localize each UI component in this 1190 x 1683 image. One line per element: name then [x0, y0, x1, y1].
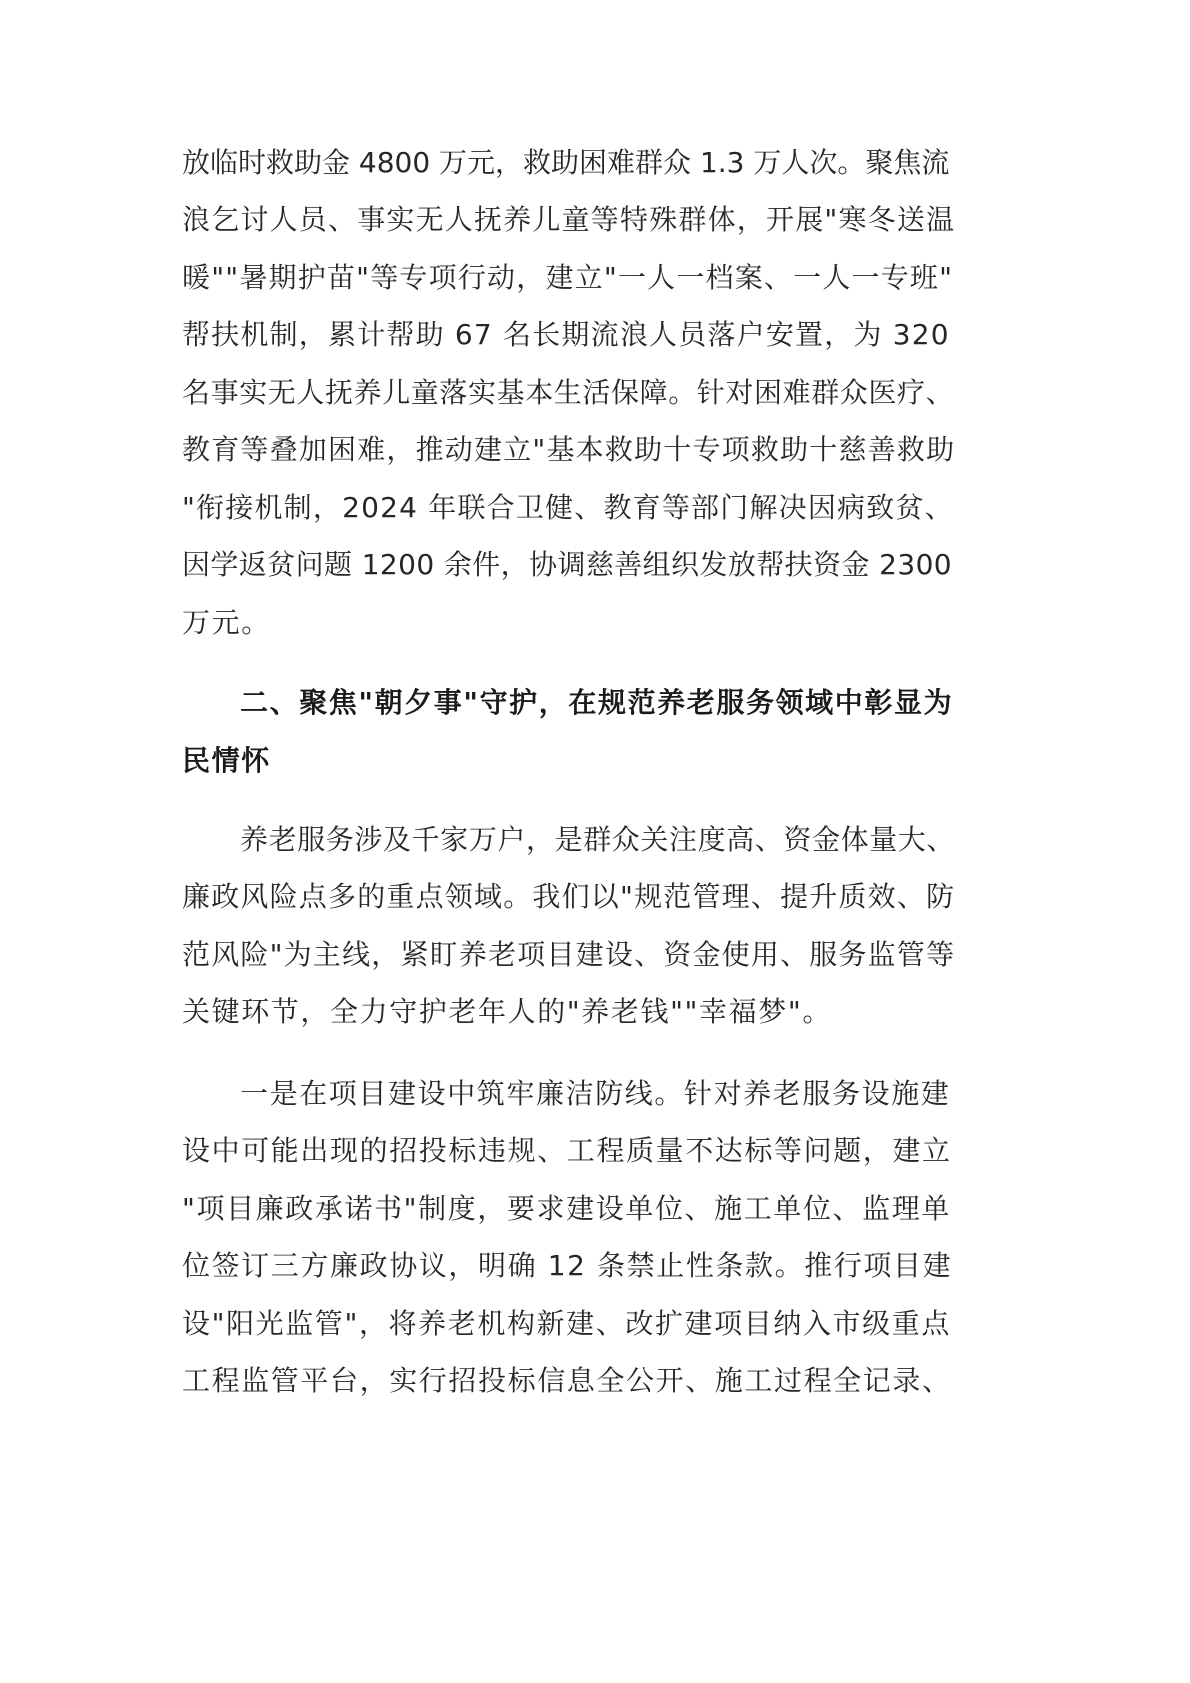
body-text-line: 一是在项目建设中筑牢廉洁防线。针对养老服务设施建: [240, 1077, 951, 1110]
body-text-line: 教育等叠加困难，推动建立"基本救助十专项救助十慈善救助: [182, 433, 956, 466]
body-text-line: 万元。: [182, 606, 271, 639]
body-text-line: 放临时救助金 4800 万元，救助困难群众 1.3 万人次。聚焦流: [182, 146, 950, 179]
body-text-line: 关键环节，全力守护老年人的"养老钱""幸福梦"。: [182, 995, 832, 1028]
body-text-line: 工程监管平台，实行招投标信息全公开、施工过程全记录、: [182, 1364, 952, 1397]
body-text-line: "衔接机制，2024 年联合卫健、教育等部门解决因病致贫、: [182, 491, 954, 524]
body-text-line: 浪乞讨人员、事实无人抚养儿童等特殊群体，开展"寒冬送温: [182, 203, 956, 236]
body-text-line: 名事实无人抚养儿童落实基本生活保障。针对困难群众医疗、: [182, 376, 955, 409]
body-text-line: 位签订三方廉政协议，明确 12 条禁止性条款。推行项目建: [182, 1249, 953, 1282]
body-text-line: "项目廉政承诺书"制度，要求建设单位、施工单位、监理单: [182, 1192, 951, 1225]
body-text-line: 帮扶机制，累计帮助 67 名长期流浪人员落户安置，为 320: [182, 318, 950, 351]
body-text-line: 养老服务涉及千家万户，是群众关注度高、资金体量大、: [240, 823, 956, 856]
body-text-line: 暖""暑期护苗"等专项行动，建立"一人一档案、一人一专班": [182, 261, 954, 294]
body-text-line: 范风险"为主线，紧盯养老项目建设、资金使用、服务监管等: [182, 938, 956, 971]
section-heading: 二、聚焦"朝夕事"守护，在规范养老服务领域中彰显为: [240, 686, 954, 719]
body-text-line: 廉政风险点多的重点领域。我们以"规范管理、提升质效、防: [182, 880, 956, 913]
section-heading: 民情怀: [182, 744, 271, 777]
body-text-line: 设"阳光监管"，将养老机构新建、改扩建项目纳入市级重点: [182, 1307, 951, 1340]
body-text-line: 因学返贫问题 1200 余件，协调慈善组织发放帮扶资金 2300: [182, 548, 953, 581]
body-text-line: 设中可能出现的招投标违规、工程质量不达标等问题，建立: [182, 1134, 952, 1167]
